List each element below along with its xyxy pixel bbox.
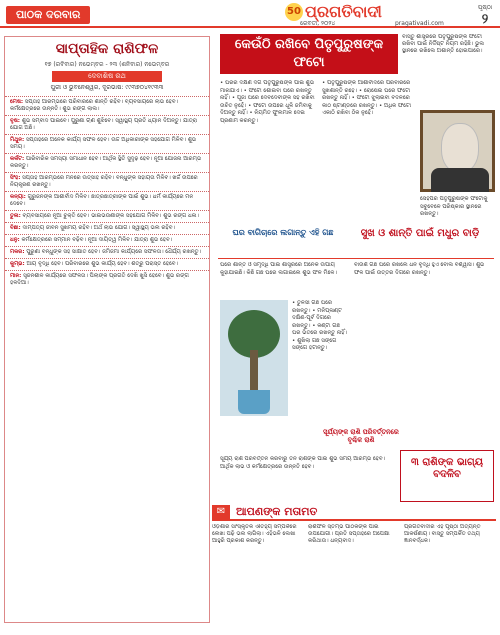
rashi-item — [5, 134, 209, 153]
article-column: • ତୁଳସୀ ଗଛ ଘରେ ରଖନ୍ତୁ। • ମନିପ୍ଳାଣ୍ଟ ଦକ୍ଷିଣ-ପୂର୍ବ ଦିଗରେ ରଖନ୍ତୁ। • କଣ୍ଟା ଗଛ ଘର ଭିତରେ ରଖନ୍ତୁ ନାହିଁ। • ଶୁଖିଲା ଗଛ ସଙ୍ଗେ ସଙ୍ଗେ ହଟାନ୍ତୁ। — [292, 300, 347, 351]
newspaper-brand: ପ୍ରଗତିବାଦୀ — [305, 2, 382, 21]
rashi-text: କର୍ମକ୍ଷେତ୍ରରେ ସମ୍ମାନ ବଢ଼ିବ। ନୂଆ ଦାୟିତ୍ୱ ମିଳିବ। ଯାତ୍ରା ଶୁଭ ହେବ। — [21, 237, 173, 243]
horoscope-subtitle: ୧୭ (ରବିବାର) ନଭେମ୍ବର - ୨୩ (ଶନିବାର) ନଭେମ୍ବର — [44, 61, 170, 68]
rashi-text: ଆୟ ବୃଦ୍ଧି ହେବ। ପରିବାରରେ ଶୁଭ କାର୍ଯ୍ୟ ହେବ। ଶତ୍ରୁ ପରାସ୍ତ ହେବେ। — [26, 261, 178, 267]
mail-icon: ✉ — [212, 505, 230, 519]
rashi-name: ବିଛା: — [10, 225, 21, 231]
rashi-name: ମକର: — [10, 249, 25, 255]
page-label: ପୃଷ୍ଠା — [477, 4, 493, 11]
article-column: ସୂର୍ଯ୍ୟ ରାଶି ପରିବର୍ତ୍ତନ କରିବାରୁ ତିନି ରାଶିଙ୍କ ପାଇଁ ଶୁଭ ସମୟ ଆରମ୍ଭ ହେବ। ଆର୍ଥିକ ଲାଭ ଓ କର୍ମକ୍ଷେତ୍ରରେ ଉନ୍ନତି ହେବ। — [220, 456, 386, 470]
opinion-section-header — [212, 505, 496, 521]
rashi-text: ପୁରୁଣା ବନ୍ଧୁଙ୍କ ସହ ସାକ୍ଷାତ ହେବ। ଜମିଜମା କାର୍ଯ୍ୟରେ ସଫଳତା। ଧୈର୍ଯ୍ୟ ରଖନ୍ତୁ। — [26, 249, 201, 255]
rashi-text: ଦାମ୍ପତ୍ୟ ଜୀବନ ସୁଖମୟ ରହିବ। ଅର୍ଥ ଲାଭ ଯୋଗ। ସ୍ୱାସ୍ଥ୍ୟ ଭଲ ରହିବ। — [22, 225, 175, 231]
rashi-name: ମୀନ: — [10, 273, 22, 279]
astrologer-name: ଦେବାଶିଷ ରଥ — [52, 71, 162, 82]
page-number-value: ୨ — [481, 12, 489, 27]
page-header — [0, 0, 500, 28]
article-headline: ଘର ବାଗିଚାରେ ଲଗାନ୍ତୁ ଏହି ଗଛ — [232, 228, 334, 237]
rashi-name: ସିଂହ: — [10, 175, 21, 181]
rashi-name: କର୍କଟ: — [10, 156, 25, 162]
rashi-text: ସପ୍ତାହରେ ଅନେକ କାର୍ଯ୍ୟ ସଫଳ ହେବ। ଉଚ୍ଚ ଅଧିକାରୀଙ୍କ ସହଯୋଗ ମିଳିବ। ଶୁଭ ସମୟ। — [10, 137, 197, 150]
rashi-item — [5, 234, 209, 246]
rashi-list — [5, 96, 209, 289]
rashi-text: ବ୍ୟବସାୟରେ ନୂଆ ଚୁକ୍ତି ହେବ। ଭାଇଭଉଣୀଙ୍କ ସହଯୋଗ ମିଳିବ। ଶୁଭ ରଙ୍ଗ ଧଳା। — [22, 213, 199, 219]
rashi-name: ମିଥୁନ: — [10, 137, 25, 143]
rashi-text: ପାରିବାରିକ ସମସ୍ୟା ସମାଧାନ ହେବ। ଆର୍ଥିକ ସ୍ଥିତି ସୁଦୃଢ଼ ହେବ। ନୂଆ ଯୋଜନା ଆରମ୍ଭ କରନ୍ତୁ। — [10, 156, 202, 169]
article-column: ସେହିପରି ପିତୃପୁରୁଷଙ୍କ ଫଟୋକୁ ସବୁବେଳେ ପରିଷ୍କାର ସ୍ଥାନରେ ରଖନ୍ତୁ। — [420, 196, 488, 217]
boxed-headline: ୩ ରାଶିଙ୍କ ଭାଗ୍ୟ ବଦଳିବ — [400, 450, 494, 502]
section-tag: ପାଠକ ଦରବାର — [6, 6, 90, 24]
article-column: • ପିତୃପୁରୁଷଙ୍କ ଆଶୀର୍ବାଦରେ ପରିବାରରେ ସୁଖଶାନ୍ତି ରହେ। • ରୋଷେଇ ଘରେ ଫଟୋ ରଖନ୍ତୁ ନାହିଁ। • ଫଟୋ ଝୁଲାଇବା ବଦଳରେ କାଠ ଷ୍ଟାଣ୍ଡରେ ରଖନ୍ତୁ। • ଅଧିକ ଫଟୋ ଏକାଠି ରଖିବା ଠିକ ନୁହେଁ। — [322, 80, 411, 116]
rashi-text: ସୃଜନଶୀଳ କାର୍ଯ୍ୟରେ ସଫଳତା। ପିଲାଙ୍କ ପ୍ରଗତି ଦେଖି ଖୁସି ହେବେ। ଶୁଭ ରଙ୍ଗ ହଳଦିଆ। — [10, 273, 189, 286]
rashi-item — [5, 153, 209, 172]
rashi-text: ଶୁଭ ସମ୍ବାଦ ପାଇବେ। ପୁରୁଣା ଋଣ ଶୁଝିବେ। ସ୍ୱାସ୍ଥ୍ୟ ପ୍ରତି ଧ୍ୟାନ ଦିଅନ୍ତୁ। ଯାତ୍ରା ଯୋଗ ଅଛି। — [10, 118, 198, 131]
rashi-name: କୁମ୍ଭ: — [10, 261, 25, 267]
rashi-name: ମେଷ: — [10, 99, 24, 105]
article-headline: କେଉଁଠି ରଖିବେ ପିତୃପୁରୁଷଙ୍କ ଫଟୋ — [220, 34, 398, 74]
page-number — [476, 4, 494, 27]
rashi-item — [5, 258, 209, 270]
opinion-column: ଓଡ଼ିଶାର ସାଂସ୍କୃତିକ ଐତିହ୍ୟ ସମ୍ପର୍କରେ ଲେଖା ପଢ଼ି ଭଲ ଲାଗିଲା। ଏହିଭଳି ଲେଖା ଆହୁରି ପ୍ରକାଶ କରନ୍ତୁ। — [212, 524, 297, 544]
tree-photo — [220, 300, 288, 416]
article-column: ବାଉଁଶ ଗଛ ଘରେ ରଖିଲେ ଧନ ବୃଦ୍ଧି ହୁଏ ବୋଲି ବିଶ୍ୱାସ। ଶୁଭ ଫଳ ପାଇଁ ଉତ୍ତର ଦିଗରେ ରଖନ୍ତୁ। — [354, 262, 485, 276]
rashi-text: ସପ୍ତାହ ଆରମ୍ଭରେ ମନରେ ଉତ୍ସାହ ରହିବ। ବନ୍ଧୁଙ୍କ ସହାୟତା ମିଳିବ। ଖର୍ଚ୍ଚ ଉପରେ ନିୟନ୍ତ୍ରଣ ରଖନ୍ତୁ। — [10, 175, 198, 188]
astrologer-contact: ପୁରୀ ଓ ଭୁବନେଶ୍ୱର, ଦୂରଭାଷ: ୯୯୩୭୦୪୧୯୩୩ — [50, 84, 164, 91]
rashi-item — [5, 270, 209, 289]
rashi-item — [5, 210, 209, 222]
rashi-item — [5, 96, 209, 115]
portrait-face — [441, 123, 479, 173]
article-headline: ସୂର୍ଯ୍ୟଙ୍କ ରାଶି ପରିବର୍ତ୍ତନରେ ବୃଶ୍ଚିକ ରାଶି — [323, 428, 399, 444]
ancestor-photo — [420, 110, 495, 192]
opinion-title: ଆପଣଙ୍କ ମତାମତ — [236, 505, 318, 518]
anniversary-logo: 50 — [285, 3, 303, 21]
article-headline: ସୁଖ ଓ ଶାନ୍ତି ପାଇଁ ମଧୁର ବାଡ଼ି — [360, 228, 480, 239]
opinion-column: ପ୍ରଗତିବାଦୀର ଏହି ପୃଷ୍ଠା ଅତ୍ୟନ୍ତ ଆକର୍ଷଣୀୟ। ବାସ୍ତୁ ସମ୍ପର୍କିତ ତଥ୍ୟ ଜ୍ଞାନବର୍ଦ୍ଧକ। — [404, 524, 481, 544]
rashi-item — [5, 172, 209, 191]
tree-pot — [238, 390, 270, 414]
rashi-text: ଗୁରୁଜନଙ୍କ ଆଶୀର୍ବାଦ ମିଳିବ। ଛାତ୍ରଛାତ୍ରୀଙ୍କ ପାଇଁ ଶୁଭ। ଧର୍ମ କାର୍ଯ୍ୟରେ ମନ ଦେବେ। — [10, 194, 194, 207]
rashi-name: ବୃଷ: — [10, 118, 21, 124]
divider — [218, 258, 494, 259]
rashi-name: ଧନୁ: — [10, 237, 20, 243]
rashi-name: କନ୍ୟା: — [10, 194, 26, 200]
portrait-body — [431, 168, 489, 192]
website: pragativadi.com — [395, 20, 444, 27]
dateline: ରେବତୀ, ୨୦୨୪ — [300, 20, 336, 27]
article-column: ଘରେ ଶାନ୍ତି ଓ ସମୃଦ୍ଧି ପାଇଁ ଶାସ୍ତ୍ରରେ ଅନେକ ଉପାୟ କୁହାଯାଇଛି। କିଛି ଗଛ ଘରେ ଲଗାଇଲେ ଶୁଭ ଫଳ ମିଳେ। — [220, 262, 337, 276]
article-column: • ଘରର ଦକ୍ଷିଣ ଦିଗ ପିତୃପୁରୁଷଙ୍କ ପାଇଁ ଶୁଭ ମାନାଯାଏ। • ଫଟୋ ଶୋଇବା ଘରେ ରଖନ୍ତୁ ନାହିଁ। • ପୂଜା ଘରେ ଦେବଦେବୀଙ୍କ ସହ ରଖିବା ଉଚିତ ନୁହେଁ। • ଫଟୋ ଉପରେ ଧୂଳି ଜମିବାକୁ ଦିଅନ୍ତୁ ନାହିଁ। • ନିୟମିତ ଫୁଲମାଳ ଦେଇ ପ୍ରଣାମ କରନ୍ତୁ। — [220, 80, 315, 124]
opinion-column: ରାଶିଫଳ ସ୍ତମ୍ଭ ପାଠକଙ୍କ ପାଇଁ ଉପଯୋଗୀ। ପ୍ରତି ସପ୍ତାହରେ ଅପେକ୍ଷା କରିଥାଉ। ଧନ୍ୟବାଦ। — [308, 524, 390, 544]
rashi-item — [5, 222, 209, 234]
horoscope-column — [4, 36, 210, 623]
rashi-item — [5, 191, 209, 210]
article-intro: ବାସ୍ତୁ ଶାସ୍ତ୍ରରେ ପିତୃପୁରୁଷଙ୍କ ଫଟୋ ରଖିବା ପାଇଁ ନିର୍ଦ୍ଦିଷ୍ଟ ନିୟମ ରହିଛି। ଭୁଲ ସ୍ଥାନରେ ରଖିଲେ ଅଶାନ୍ତି ହୋଇପାରେ। — [402, 34, 485, 54]
rashi-name: ତୁଳା: — [10, 213, 21, 219]
rashi-text: ସପ୍ତାହ ଆରମ୍ଭରେ ପରିବାରରେ ଶାନ୍ତି ରହିବ। ବ୍ୟବସାୟରେ ଲାଭ ହେବ। କର୍ମକ୍ଷେତ୍ରରେ ଉନ୍ନତି। ଶୁଭ ରଙ୍ଗ ଲାଲ। — [10, 99, 179, 112]
rashi-item — [5, 246, 209, 258]
horoscope-title: ସାପ୍ତାହିକ ରାଶିଫଳ — [5, 37, 209, 61]
rashi-item — [5, 115, 209, 134]
